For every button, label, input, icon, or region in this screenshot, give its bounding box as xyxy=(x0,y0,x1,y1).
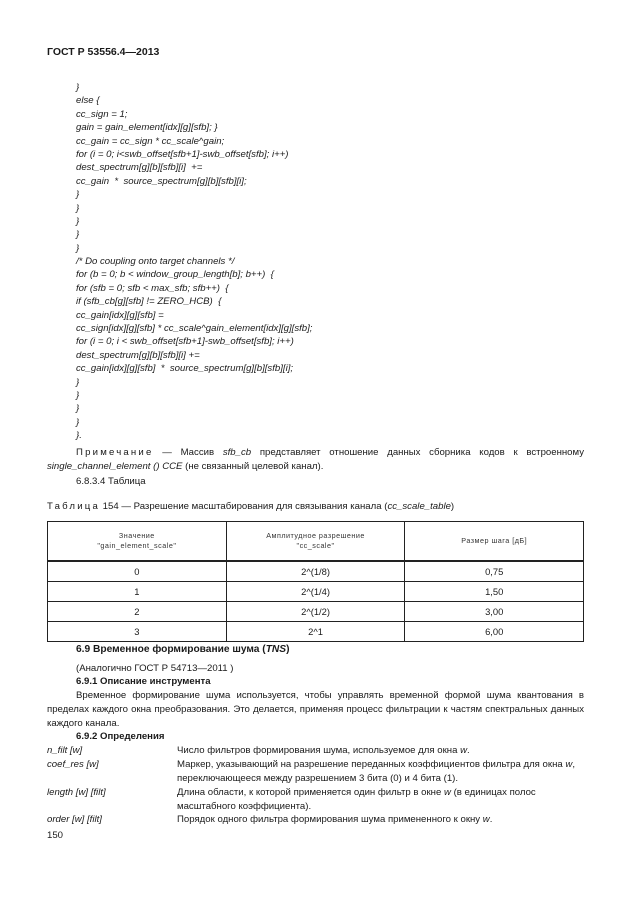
section-heading-69: 6.9 Временное формирование шума (TNS) xyxy=(76,644,290,655)
code-line: } xyxy=(76,389,80,401)
definition-item: n_filt [w] Число фильтров формирования шума, используемое для окна w. xyxy=(47,745,470,756)
section-heading-691: 6.9.1 Описание инструмента xyxy=(76,676,211,687)
section-heading-692: 6.9.2 Определения xyxy=(76,731,165,742)
table-header: Амплитудное разрешение "cc_scale" xyxy=(226,522,405,562)
code-line: cc_gain[idx][g][sfb] * source_spectrum[g][b][sfb][i]; xyxy=(76,363,294,375)
code-line: for (sfb = 0; sfb < max_sfb; sfb++) { xyxy=(76,282,229,294)
code-line: if (sfb_cb[g][sfb] != ZERO_HCB) { xyxy=(76,296,222,308)
code-line: } xyxy=(76,416,80,428)
section-heading-6834: 6.8.3.4 Таблица xyxy=(76,476,146,487)
definition-item: coef_res [w] Маркер, указывающий на разрешение переданных коэффициентов фильтра для окна w, переключающееся между разрешением 3 бита (0) и 4 бита (1). xyxy=(47,759,575,784)
code-line: for (i = 0; i < swb_offset[sfb+1]-swb_offset[sfb]; i++) xyxy=(76,336,294,348)
table-row: 2 2^(1/2) 3,00 xyxy=(48,602,584,622)
code-block xyxy=(76,81,312,443)
analog-reference: (Аналогично ГОСТ Р 54713—2011 ) xyxy=(76,663,234,674)
table-row: 0 2^(1/8) 0,75 xyxy=(48,561,584,582)
table-header: Значение "gain_element_scale" xyxy=(48,522,227,562)
page-number: 150 xyxy=(47,830,64,841)
definition-term: order [w] [filt] xyxy=(47,814,102,825)
code-line: cc_gain = cc_sign * cc_scale^gain; xyxy=(76,135,225,147)
code-line: } xyxy=(76,189,80,201)
table-caption: Таблица 154 — Разрешение масштабирования для связывания канала (cc_scale_table) xyxy=(47,501,455,512)
code-line: dest_spectrum[g][b][sfb][i] += xyxy=(76,349,200,361)
note-paragraph: Примечание — Массив sfb_cb представляет отношение данных сборника кодов к встроенному single_channel_element () CCE (не связанный целевой канал). xyxy=(47,447,585,472)
code-line: for (i = 0; i<swb_offset[sfb+1]-swb_offset[sfb]; i++) xyxy=(76,148,289,160)
code-line: gain = gain_element[idx][g][sfb]; } xyxy=(76,122,218,134)
table-header: Размер шага [дБ] xyxy=(405,522,584,562)
code-line: cc_gain[idx][g][sfb] = xyxy=(76,309,164,321)
code-line: for (b = 0; b < window_group_length[b]; b++) { xyxy=(76,269,274,281)
definition-term: length [w] [filt] xyxy=(47,787,106,798)
code-line: } xyxy=(76,82,80,93)
code-line: } xyxy=(76,376,80,388)
table-row: 3 2^1 6,00 xyxy=(48,622,584,642)
code-line: }. xyxy=(76,430,82,442)
body-paragraph: Временное формирование шума используется, чтобы управлять временной формой шума квантования в пределах каждого окна преобразования. Это делается, применяя процесс фильтрации к частям спектральных данных каждого канала. xyxy=(47,690,584,729)
definition-item: length [w] [filt] Длина области, к которой применяется один фильтр в окне w (в единицах полос масштабного коэффициента). xyxy=(47,787,536,812)
code-line: } xyxy=(76,403,80,415)
definition-term: coef_res [w] xyxy=(47,759,99,770)
code-line: } xyxy=(76,242,80,254)
code-line: cc_gain * source_spectrum[g][b][sfb][i]; xyxy=(76,175,247,187)
code-line: else { xyxy=(76,95,100,107)
code-line: dest_spectrum[g][b][sfb][i] += xyxy=(76,162,203,174)
code-line: } xyxy=(76,229,80,241)
code-line: } xyxy=(76,202,80,214)
code-line: cc_sign[idx][g][sfb] * cc_scale^gain_element[idx][g][sfb]; xyxy=(76,323,313,335)
document-header: ГОСТ Р 53556.4—2013 xyxy=(47,46,160,58)
code-line: } xyxy=(76,215,80,227)
scale-table xyxy=(47,521,584,642)
note-label: Примечание xyxy=(76,447,154,458)
definition-item: order [w] [filt] Порядок одного фильтра формирования шума примененного к окну w. xyxy=(47,814,493,825)
code-line: cc_sign = 1; xyxy=(76,108,128,120)
table-row: 1 2^(1/4) 1,50 xyxy=(48,582,584,602)
definition-term: n_filt [w] xyxy=(47,745,83,756)
code-line: /* Do coupling onto target channels */ xyxy=(76,256,235,268)
